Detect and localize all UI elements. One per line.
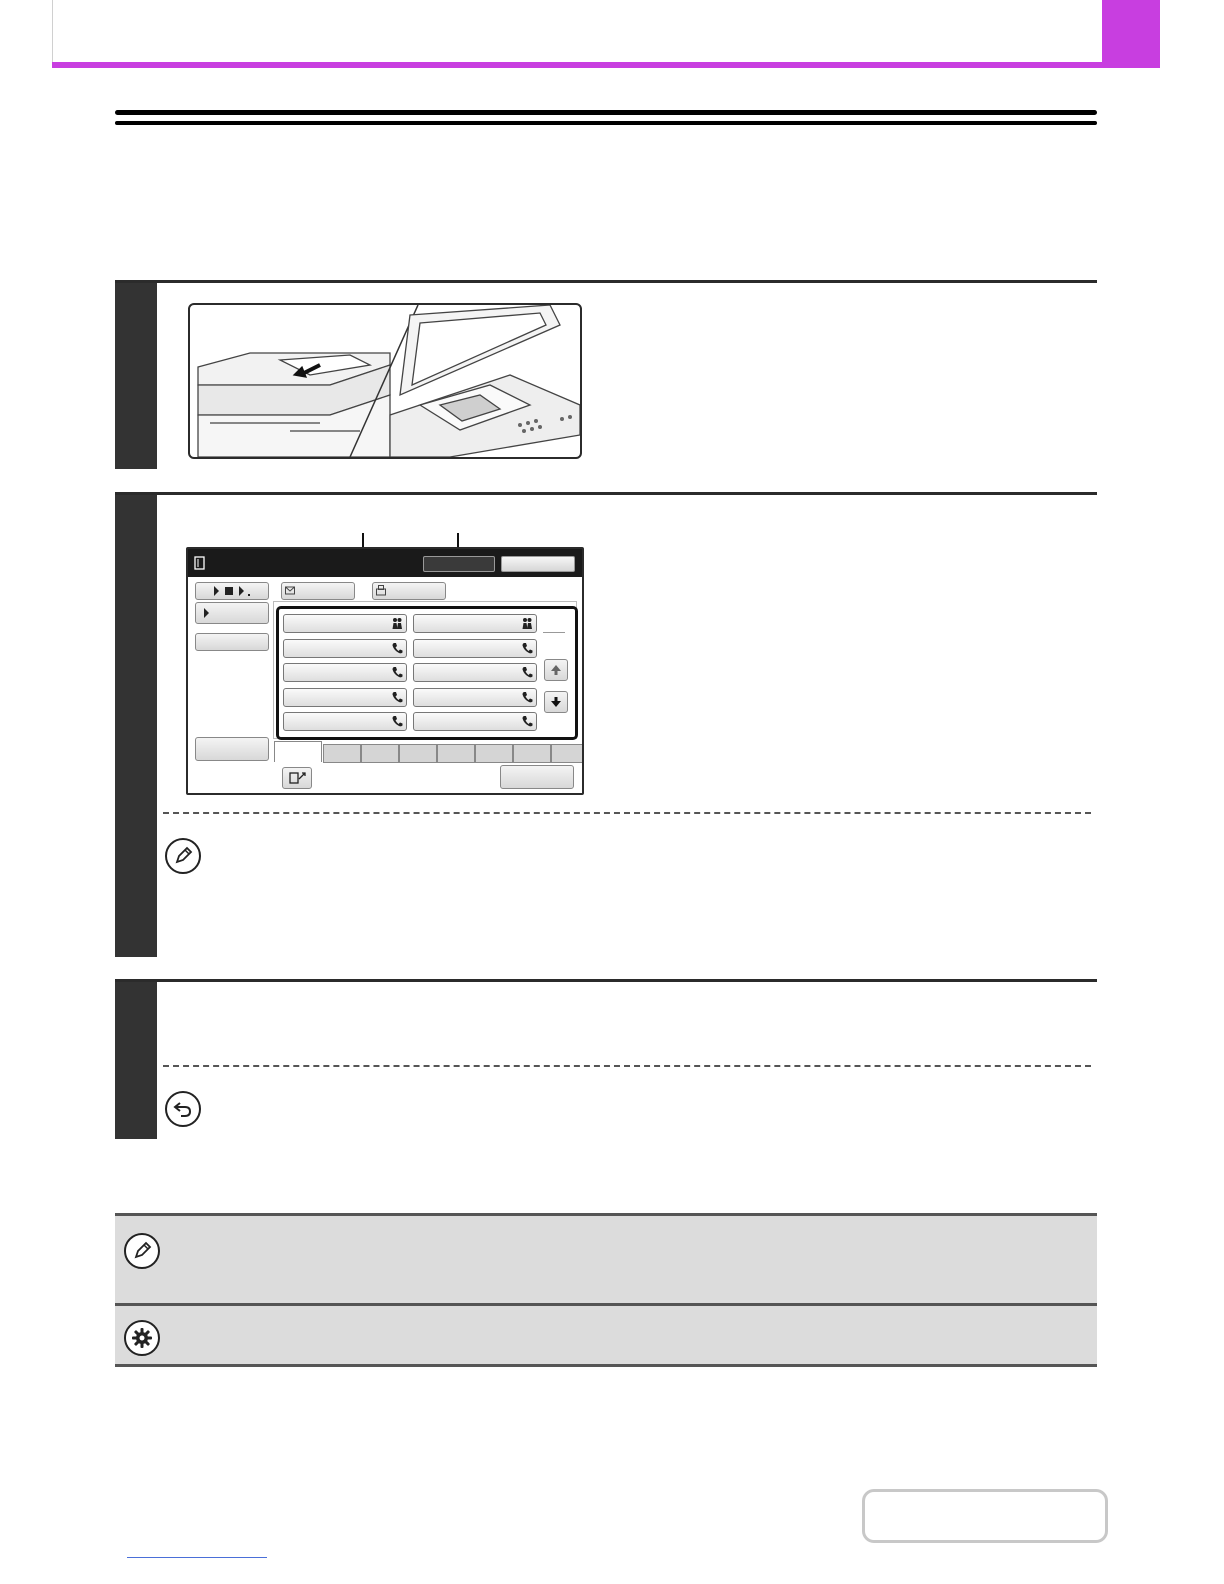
scanner-drawing — [190, 305, 580, 457]
index-tab[interactable] — [437, 744, 475, 763]
header-accent-bar — [52, 62, 1160, 68]
address-entry-button[interactable] — [413, 639, 537, 658]
address-book-touch-panel — [186, 547, 584, 795]
phone-icon — [521, 715, 533, 727]
address-entry-button[interactable] — [283, 688, 407, 707]
note-box — [115, 1213, 1097, 1304]
step-1 — [115, 280, 1097, 469]
address-entry-button[interactable] — [283, 712, 407, 731]
settings-box — [115, 1303, 1097, 1367]
index-tab[interactable] — [399, 744, 437, 763]
panel-header-button-2[interactable] — [501, 556, 575, 572]
step-number-bar — [115, 495, 157, 957]
side-button-2[interactable] — [195, 633, 269, 651]
gear-icon — [124, 1320, 160, 1356]
return-arrow-icon — [165, 1091, 201, 1127]
phone-icon — [391, 642, 403, 654]
index-tab[interactable] — [323, 744, 361, 763]
pencil-note-icon — [124, 1233, 160, 1269]
group-icon — [521, 617, 533, 629]
index-tab[interactable] — [513, 744, 551, 763]
address-entry-button[interactable] — [283, 639, 407, 658]
page-header — [52, 0, 1103, 62]
group-icon — [391, 617, 403, 629]
index-tab[interactable] — [475, 744, 513, 763]
step-3 — [115, 979, 1097, 1139]
phone-icon — [391, 691, 403, 703]
pencil-note-icon — [165, 838, 201, 874]
panel-header-button-1[interactable] — [423, 556, 495, 572]
phone-icon — [391, 715, 403, 727]
phone-icon — [521, 691, 533, 703]
section-rule-top — [115, 110, 1097, 115]
index-tab[interactable] — [361, 744, 399, 763]
index-tab-active[interactable] — [274, 741, 322, 762]
phone-icon — [391, 666, 403, 678]
sort-toggle-button[interactable] — [195, 582, 269, 600]
address-entry-button[interactable] — [413, 663, 537, 682]
index-tab[interactable] — [551, 744, 584, 763]
section-rule-bottom — [115, 121, 1097, 125]
scroll-down-icon[interactable] — [544, 691, 568, 713]
address-entry-button[interactable] — [283, 614, 407, 633]
side-button-3[interactable] — [195, 737, 269, 761]
note-divider — [163, 1065, 1091, 1067]
panel-ok-button[interactable] — [500, 765, 574, 789]
phone-icon — [521, 666, 533, 678]
step-number-bar — [115, 283, 157, 469]
address-entry-button[interactable] — [413, 688, 537, 707]
original-placement-illustration — [188, 303, 582, 459]
side-button-1[interactable] — [195, 602, 269, 624]
envelope-icon — [285, 586, 295, 595]
panel-title-bar — [188, 549, 582, 577]
footer-link[interactable] — [127, 1557, 267, 1558]
page-nav-button[interactable] — [862, 1489, 1108, 1543]
note-divider — [163, 812, 1091, 814]
address-entry-button[interactable] — [413, 614, 537, 633]
page-indicator-line — [543, 632, 565, 633]
chapter-tab[interactable] — [1102, 0, 1160, 68]
address-book-detail-button[interactable] — [282, 767, 312, 789]
fax-icon — [376, 585, 386, 596]
address-entry-button[interactable] — [413, 712, 537, 731]
step-number-bar — [115, 982, 157, 1139]
address-entry-button[interactable] — [283, 663, 407, 682]
phone-icon — [521, 642, 533, 654]
address-book-icon — [194, 556, 206, 570]
scroll-up-icon[interactable] — [544, 659, 568, 681]
fax-filter-button[interactable] — [372, 582, 446, 600]
email-filter-button[interactable] — [281, 582, 355, 600]
